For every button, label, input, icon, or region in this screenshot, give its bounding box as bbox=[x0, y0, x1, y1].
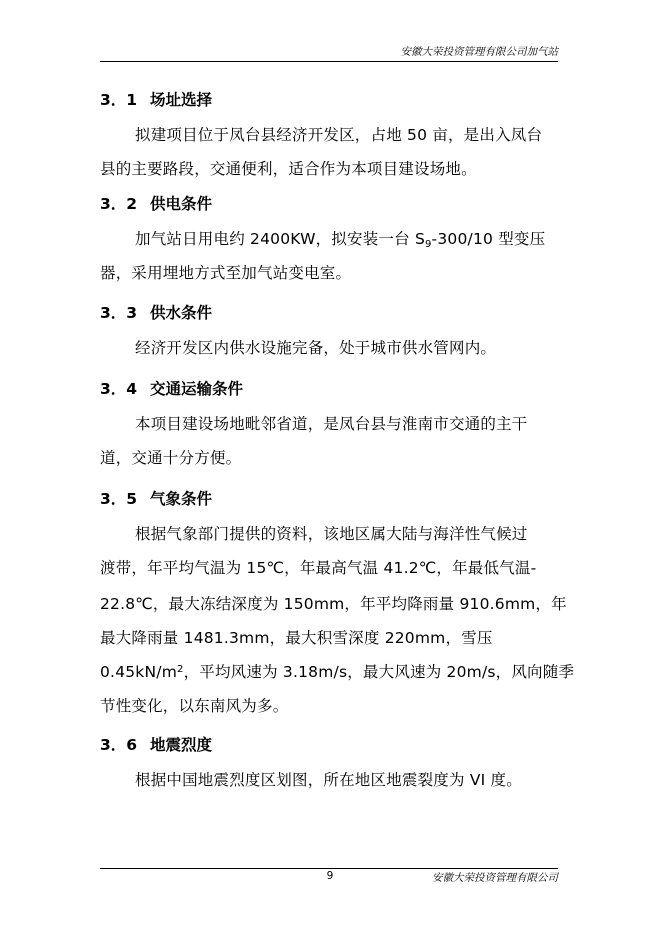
section-number: 3．3 bbox=[100, 304, 138, 322]
section-number: 3．5 bbox=[100, 490, 138, 508]
section-title: 气象条件 bbox=[150, 490, 213, 508]
paragraph-line: 最大降雨量 1481.3mm，最大积雪深度 220mm，雪压 bbox=[100, 629, 493, 647]
section-title: 供电条件 bbox=[150, 195, 213, 213]
text-run: 0.45kN/m bbox=[100, 663, 178, 681]
section-number: 3．6 bbox=[100, 736, 138, 754]
section-heading-3-3 bbox=[100, 301, 212, 323]
paragraph-line: 本项目建设场地毗邻省道，是凤台县与淮南市交通的主干 bbox=[135, 415, 528, 433]
footer-divider bbox=[100, 868, 558, 869]
section-heading-3-5 bbox=[100, 487, 212, 509]
section-number: 3．1 bbox=[100, 91, 138, 109]
paragraph-line bbox=[100, 660, 574, 682]
text-run: ，平均风速为 3.18m/s，最大风速为 20m/s，风向随季 bbox=[183, 663, 575, 681]
section-title: 交通运输条件 bbox=[150, 380, 244, 398]
section-heading-3-1 bbox=[100, 88, 212, 110]
section-heading-3-2 bbox=[100, 192, 212, 214]
superscript: 2 bbox=[177, 664, 184, 675]
paragraph-line bbox=[135, 227, 545, 250]
paragraph-line: 县的主要路段，交通便利，适合作为本项目建设场地。 bbox=[100, 160, 477, 178]
paragraph-line: 器，采用埋地方式至加气站变电室。 bbox=[100, 264, 352, 282]
subscript: 9 bbox=[424, 239, 432, 250]
section-title: 地震烈度 bbox=[150, 736, 213, 754]
paragraph-line: 根据中国地震烈度区划图，所在地区地震裂度为 VI 度。 bbox=[135, 771, 522, 789]
section-heading-3-4 bbox=[100, 377, 243, 399]
section-number: 3．4 bbox=[100, 380, 138, 398]
page-footer-company: 安徽大荣投资管理有限公司 bbox=[432, 872, 558, 884]
paragraph-line: 节性变化，以东南风为多。 bbox=[100, 697, 289, 715]
paragraph-line: 根据气象部门提供的资料，该地区属大陆与海洋性气候过 bbox=[135, 525, 528, 543]
text-run: -300/10 型变压 bbox=[431, 230, 546, 248]
section-heading-3-6 bbox=[100, 733, 212, 755]
paragraph-line: 22.8℃，最大冻结深度为 150mm，年平均降雨量 910.6mm，年 bbox=[100, 595, 567, 613]
text-run: 加气站日用电约 2400KW，拟安装一台 S bbox=[135, 230, 425, 248]
section-number: 3．2 bbox=[100, 195, 138, 213]
paragraph-line: 渡带，年平均气温为 15℃，年最高气温 41.2℃，年最低气温- bbox=[100, 559, 537, 577]
section-title: 供水条件 bbox=[150, 304, 213, 322]
paragraph-line: 拟建项目位于凤台县经济开发区，占地 50 亩，是出入凤台 bbox=[135, 126, 543, 144]
paragraph-line: 经济开发区内供水设施完备，处于城市供水管网内。 bbox=[135, 339, 497, 357]
section-title: 场址选择 bbox=[150, 91, 213, 109]
paragraph-line: 道，交通十分方便。 bbox=[100, 449, 242, 467]
page-number: 9 bbox=[326, 870, 334, 882]
page-header-company: 安徽大荣投资管理有限公司加气站 bbox=[400, 46, 558, 58]
header-divider bbox=[100, 61, 558, 62]
